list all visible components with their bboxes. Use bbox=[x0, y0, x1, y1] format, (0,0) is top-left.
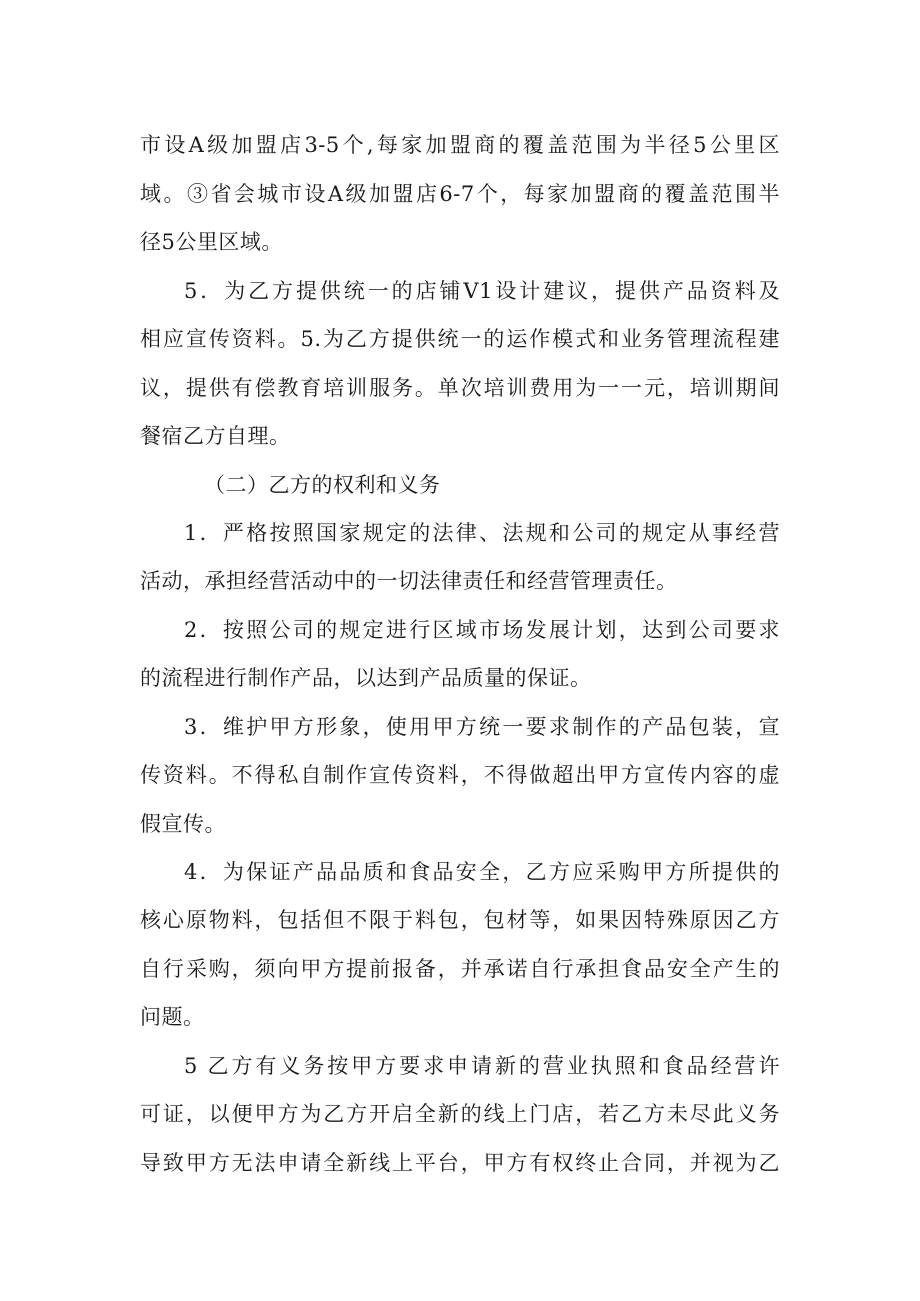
section-heading: （二）乙方的权利和义务 bbox=[204, 473, 441, 497]
text-line: 市设A级加盟店3-5个,每家加盟商的覆盖范围为半径5公里区 bbox=[140, 133, 780, 157]
text-line: 传资料。不得私自制作宣传资料，不得做超出甲方宣传内容的虚 bbox=[140, 763, 780, 787]
text-line: 4．为保证产品品质和食品安全，乙方应采购甲方所提供的 bbox=[184, 860, 780, 884]
text-line: 5．为乙方提供统一的店铺V1设计建议，提供产品资料及 bbox=[184, 279, 780, 303]
text-line: 5 乙方有义务按甲方要求申请新的营业执照和食品经营许 bbox=[184, 1054, 780, 1078]
text-line: 相应宣传资料。5.为乙方提供统一的运作模式和业务管理流程建 bbox=[140, 327, 780, 351]
text-line: 2．按照公司的规定进行区域市场发展计划，达到公司要求 bbox=[184, 618, 780, 642]
text-line: 假宣传。 bbox=[140, 812, 226, 836]
text-line: 导致甲方无法申请全新线上平台，甲方有权终止合同，并视为乙 bbox=[140, 1151, 780, 1175]
text-line: 域。③省会城市设A级加盟店6-7个，每家加盟商的覆盖范围半 bbox=[140, 182, 780, 206]
text-line: 议，提供有偿教育培训服务。单次培训费用为一一元，培训期间 bbox=[140, 376, 780, 400]
text-line: 餐宿乙方自理。 bbox=[140, 424, 291, 448]
text-line: 可证，以便甲方为乙方开启全新的线上门店，若乙方未尽此义务 bbox=[140, 1102, 780, 1126]
text-line: 活动，承担经营活动中的一切法律责任和经营管理责任。 bbox=[140, 569, 678, 593]
text-line: 问题。 bbox=[140, 1005, 205, 1029]
text-line: 自行采购，须向甲方提前报备，并承诺自行承担食品安全产生的 bbox=[140, 957, 780, 981]
text-line: 径5公里区域。 bbox=[140, 230, 283, 254]
text-line: 的流程进行制作产品，以达到产品质量的保证。 bbox=[140, 666, 592, 690]
text-line: 3．维护甲方形象，使用甲方统一要求制作的产品包装，宣 bbox=[184, 715, 780, 739]
text-line: 核心原物料，包括但不限于料包，包材等，如果因特殊原因乙方 bbox=[140, 908, 780, 932]
text-line: 1．严格按照国家规定的法律、法规和公司的规定从事经营 bbox=[184, 521, 780, 545]
